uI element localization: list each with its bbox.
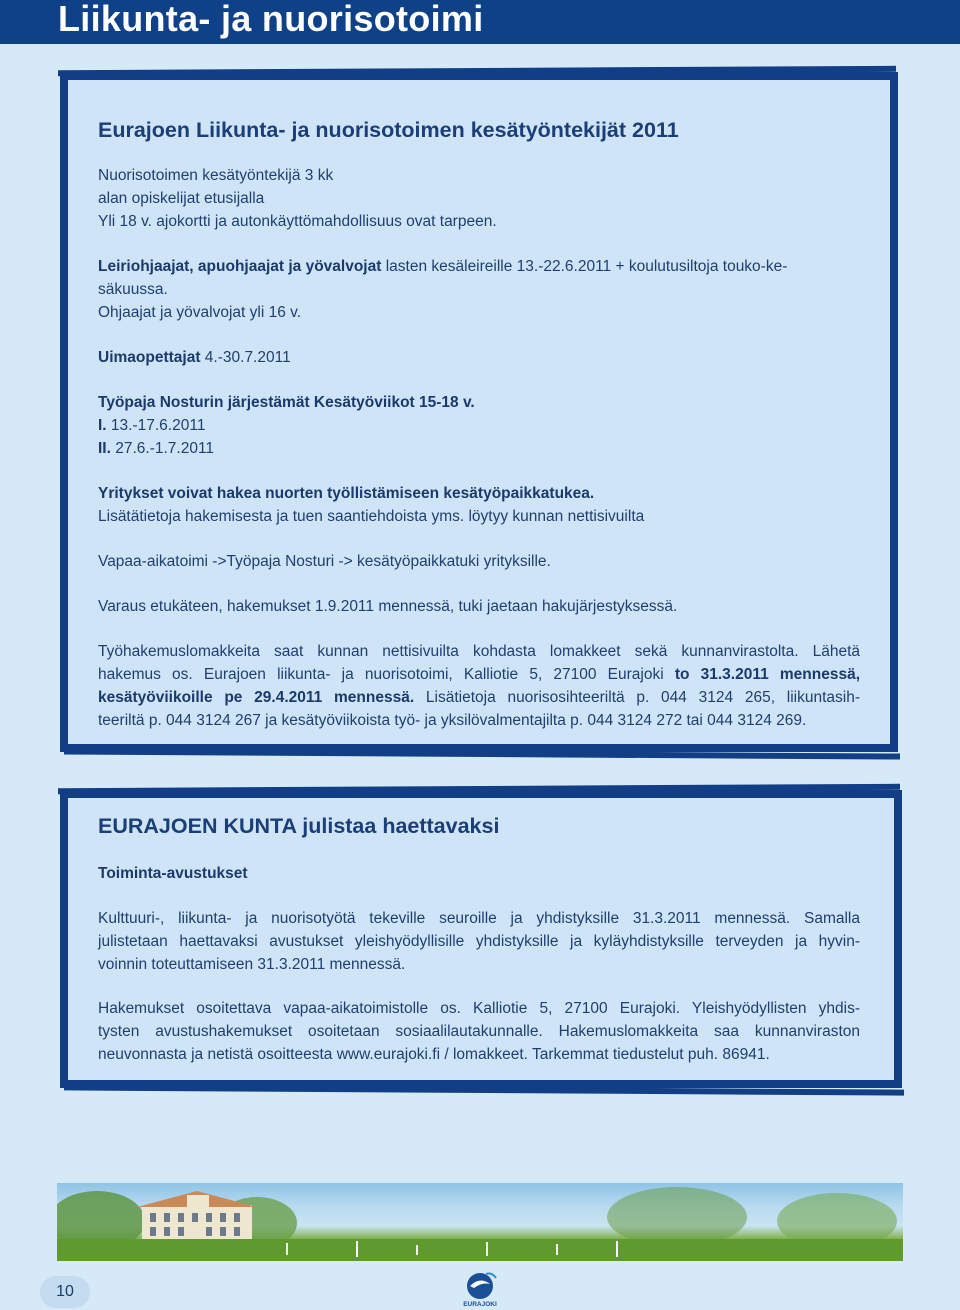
tyopaja-title bbox=[98, 391, 475, 414]
grants-p1-line-1: Kulttuuri-, liikunta- ja nuorisotyötä tekeville seuroille ja yhdistyksille 31.3.2011 mennessä. Samalla bbox=[98, 910, 860, 927]
hakemus-line-2a: hakemus os. Eurajoen liikunta- ja nuorisotoimi, Kalliotie 5, 27100 Eurajoki bbox=[98, 666, 675, 683]
hakemus-deadline-2: kesätyöviikoille pe 29.4.2011 mennessä. bbox=[98, 689, 415, 706]
manor-illustration bbox=[57, 1183, 903, 1261]
leiri-line-2: säkuussa. bbox=[98, 281, 168, 298]
nuoriso-line-1: Nuorisotoimen kesätyöntekijä 3 kk bbox=[98, 167, 334, 184]
box2-title: EURAJOEN KUNTA julistaa haettavaksi bbox=[98, 814, 500, 838]
box1-title: Eurajoen Liikunta- ja nuorisotoimen kesätyöntekijät 2011 bbox=[98, 118, 679, 142]
uima-bold: Uimaopettajat bbox=[98, 349, 201, 366]
leiri-rest: lasten kesäleireille 13.-22.6.2011 + koulutusiltoja touko-ke- bbox=[381, 258, 788, 275]
grants-p1-line-3: voinnin toteuttamiseen 31.3.2011 mennessä. bbox=[98, 956, 406, 973]
varaus-line: Varaus etukäteen, hakemukset 1.9.2011 mennessä, tuki jaetaan hakujärjestyksessä. bbox=[98, 598, 678, 615]
grants-p2-line-3: neuvonnasta ja netistä osoitteesta www.eurajoki.fi / lomakkeet. Tarkemmat tiedustelut puh. 86941. bbox=[98, 1046, 770, 1063]
tyopaja-ii-dates: 27.6.-1.7.2011 bbox=[110, 440, 215, 457]
manor-photo bbox=[57, 1183, 903, 1261]
tyopaja-period-1 bbox=[98, 414, 205, 437]
yritykset-line-1 bbox=[98, 482, 594, 505]
leiri-line-1 bbox=[98, 255, 787, 278]
eurajoki-logo bbox=[456, 1270, 504, 1310]
box2-subtitle-text: Toiminta-avustukset bbox=[98, 865, 248, 882]
hakemus-line-1: Työhakemuslomakkeita saat kunnan nettisivuilta kohdasta lomakkeet sekä kunnanvirastolta. Lähetä bbox=[98, 643, 860, 660]
tyopaja-i-label: I. bbox=[98, 417, 107, 434]
page-number: 10 bbox=[40, 1276, 90, 1308]
hakemus-line-3 bbox=[98, 686, 860, 709]
tyopaja-ii-label: II. bbox=[98, 440, 111, 457]
tyopaja-title-text: Työpaja Nosturin järjestämät Kesätyöviikot 15-18 v. bbox=[98, 394, 475, 411]
box2-subtitle bbox=[98, 862, 248, 885]
tyopaja-i-dates: 13.-17.6.2011 bbox=[106, 417, 206, 434]
leiri-line-3: Ohjaajat ja yövalvojat yli 16 v. bbox=[98, 304, 302, 321]
hakemus-deadline-1: to 31.3.2011 mennessä, bbox=[674, 666, 860, 683]
hakemus-line-2 bbox=[98, 663, 860, 686]
logo-text: EURAJOKI bbox=[463, 1301, 497, 1308]
nuoriso-line-2: alan opiskelijat etusijalla bbox=[98, 190, 265, 207]
tyopaja-period-2 bbox=[98, 437, 214, 460]
grants-box bbox=[60, 790, 902, 1088]
summer-workers-box bbox=[60, 72, 898, 752]
vapaa-line: Vapaa-aikatoimi ->Työpaja Nosturi -> kesätyöpaikkatuki yrityksille. bbox=[98, 553, 551, 570]
yritykset-bold: Yritykset voivat hakea nuorten työllistämiseen kesätyöpaikkatukea. bbox=[98, 485, 595, 502]
uima-rest: 4.-30.7.2011 bbox=[200, 349, 291, 366]
nuoriso-line-3: Yli 18 v. ajokortti ja autonkäyttömahdollisuus ovat tarpeen. bbox=[98, 213, 497, 230]
hakemus-line-4: teeriltä p. 044 3124 267 ja kesätyöviikoista työ- ja yksilövalmentajilta p. 044 3124 272 tai 044 3124 269. bbox=[98, 712, 807, 729]
hakemus-line-3b: Lisätietoja nuorisosihteeriltä p. 044 3124 265, liikuntasih- bbox=[414, 689, 861, 706]
page-header bbox=[0, 0, 960, 44]
grants-p2-line-1: Hakemukset osoitettava vapaa-aikatoimistolle os. Kalliotie 5, 27100 Eurajoki. Yleishyödyllisten yhdis- bbox=[98, 1000, 860, 1017]
page-title: Liikunta- ja nuorisotoimi bbox=[58, 0, 484, 39]
yritykset-line-2: Lisätätietoja hakemisesta ja tuen saantiehdoista yms. löytyy kunnan nettisivuilta bbox=[98, 508, 645, 525]
grants-p2-line-2: tysten avustushakemukset osoitetaan sosiaalilautakunnalle. Hakemuslomakkeita saa kunnanviraston bbox=[98, 1023, 860, 1040]
uima-line bbox=[98, 346, 291, 369]
leiri-bold: Leiriohjaajat, apuohjaajat ja yövalvojat bbox=[98, 258, 382, 275]
grants-p1-line-2: julistetaan haettavaksi avustukset yleishyödyllisille yhdistyksille ja kyläyhdistyksille terveyden ja hyvin- bbox=[98, 933, 860, 950]
